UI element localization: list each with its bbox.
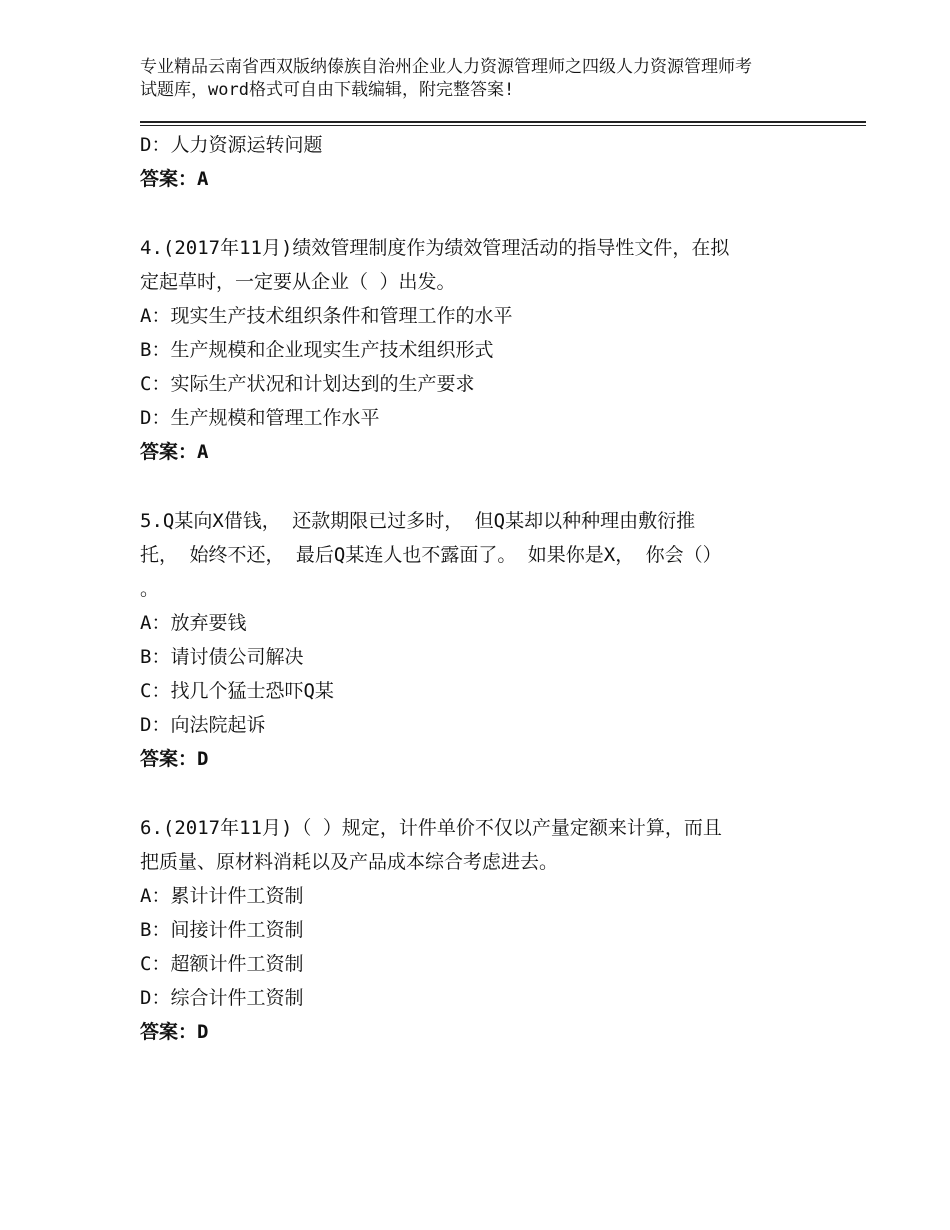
- question-carryover: [140, 128, 820, 196]
- answer-line: 答案：A: [140, 168, 209, 190]
- option-b: B：请讨债公司解决: [140, 646, 304, 668]
- option-a: A：现实生产技术组织条件和管理工作的水平: [140, 305, 513, 327]
- option-a: A：放弃要钱: [140, 612, 247, 634]
- option-b: B：间接计件工资制: [140, 919, 304, 941]
- option-b: B：生产规模和企业现实生产技术组织形式: [140, 339, 494, 361]
- question-stem-line: 4.(2017年11月)绩效管理制度作为绩效管理活动的指导性文件，在拟: [140, 237, 730, 259]
- question-stem-line: 6.(2017年11月)（ ）规定，计件单价不仅以产量定额来计算，而且: [140, 817, 722, 839]
- spacer: [140, 776, 820, 811]
- answer-line: 答案：A: [140, 441, 209, 463]
- option-d: D：综合计件工资制: [140, 987, 304, 1009]
- header-title-line-1: 专业精品云南省西双版纳傣族自治州企业人力资源管理师之四级人力资源管理师考: [140, 57, 752, 77]
- answer-line: 答案：D: [140, 748, 209, 770]
- option-d: D：向法院起诉: [140, 714, 266, 736]
- page-header: [140, 56, 840, 102]
- spacer: [140, 469, 820, 504]
- question-stem-line: 。: [140, 578, 160, 600]
- question-stem-line: 托， 始终不还， 最后Q某连人也不露面了。 如果你是X， 你会（）: [140, 544, 722, 566]
- option-c: C：实际生产状况和计划达到的生产要求: [140, 373, 475, 395]
- question-stem-line: 定起草时，一定要从企业（ ）出发。: [140, 271, 456, 293]
- question-stem-line: 把质量、原材料消耗以及产品成本综合考虑进去。: [140, 851, 559, 873]
- question-4: [140, 231, 820, 469]
- question-6: [140, 811, 820, 1049]
- option-c: C：超额计件工资制: [140, 953, 304, 975]
- option-d: D：人力资源运转问题: [140, 134, 323, 156]
- header-title-line-2: 试题库，word格式可自由下载编辑，附完整答案!: [140, 80, 515, 100]
- option-a: A：累计计件工资制: [140, 885, 304, 907]
- answer-line: 答案：D: [140, 1021, 209, 1043]
- option-d: D：生产规模和管理工作水平: [140, 407, 380, 429]
- header-divider: [140, 121, 866, 126]
- option-c: C：找几个猛士恐吓Q某: [140, 680, 334, 702]
- spacer: [140, 196, 820, 231]
- question-list: [140, 128, 820, 1049]
- question-5: [140, 504, 820, 776]
- question-stem-line: 5.Q某向X借钱， 还款期限已过多时， 但Q某却以种种理由敷衍推: [140, 510, 696, 532]
